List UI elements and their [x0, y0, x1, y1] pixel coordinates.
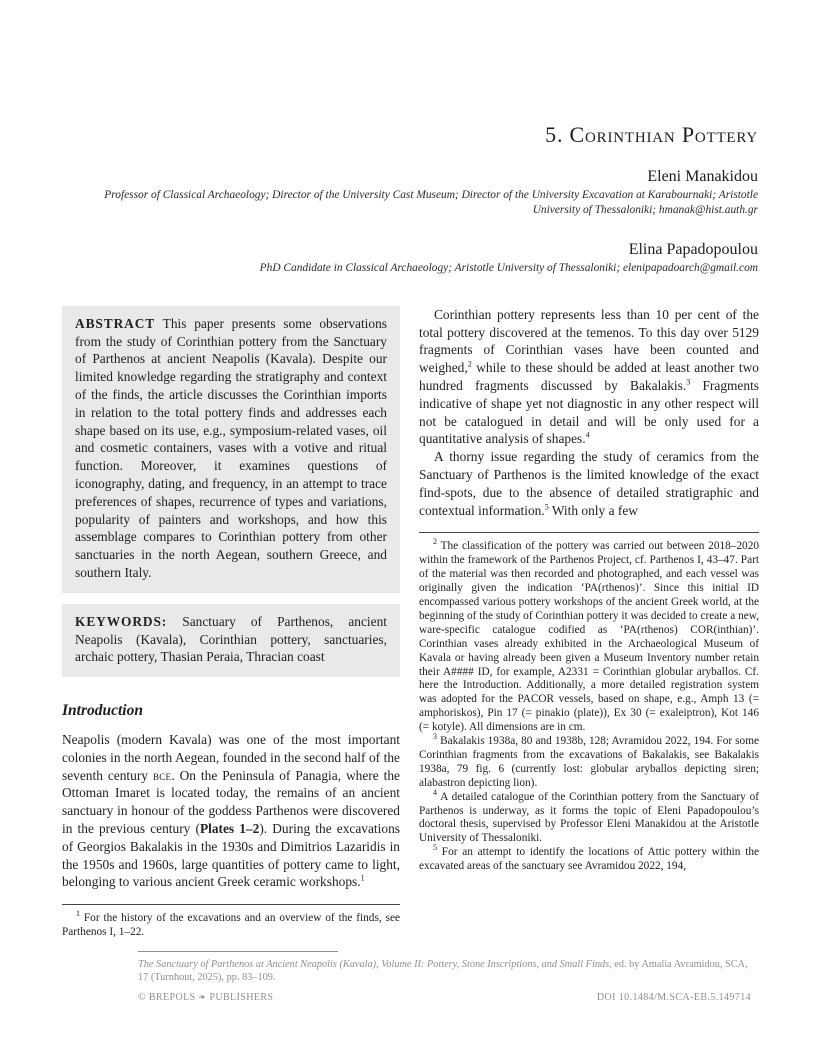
footnote-number: 1	[76, 909, 80, 919]
author-affiliation: PhD Candidate in Classical Archaeology; Aristotle University of Thessaloniki; elenipapadoarch@gmail.com	[259, 262, 758, 275]
footnote-3	[419, 732, 760, 791]
introduction-heading: Introduction	[62, 702, 143, 720]
footnote-text: The classification of the pottery was carried out between 2018–2020 within the framework of the Parthenos Project, cf. Parthenos I, 43–47. Part of the material was then recorded and photographed, and each vessel was originally given the indication ‘PA(rthenos)’. Since this initial ID encompassed various pottery workshops of the ancient Greek world, at the beginning of the study of Corinthian pottery it was decided to create a new, ware-specific catalogue codified as ‘PA(rthenos) COR(inthian)’. Corinthian vases already exhibited in the Archaeological Museum of Kavala or having already been given a Museum Inventory number retain their A#### ID, for example, A2331 = Corinthian globular aryballos. Cf. here the Introduction. Additionally, a more detailed registration system was adopted for the PACOR vessels, based on shape, e.g., Amph 13 (= amphoriskos), Pin 17 (= pinakio (plate)), Ex 30 (= exaleiptron), Kot 146 (= kotyle). All dimensions are in cm.	[419, 540, 760, 734]
two-column-body	[62, 306, 759, 940]
doi-text: DOI 10.1484/M.SCA-EB.5.149714	[596, 992, 751, 1004]
footer-bottom-row	[138, 991, 751, 1004]
keywords-label: KEYWORDS:	[75, 613, 168, 629]
footnote-4	[419, 787, 760, 847]
footnote-text: Bakalakis 1938a, 80 and 1938b, 128; Avramidou 2022, 194. For some Corinthian fragments from the excavations of Bakalakis, see Bakalakis 1938a, 79 fig. 6 (currently lost: globular aryballos depicting siren; alabastron depicting lion).	[419, 735, 760, 789]
footnote-separator	[419, 532, 759, 533]
footnote-5	[419, 843, 760, 874]
footnote-text: For the history of the excavations and an overview of the finds, see Parthenos I, 1–22.	[62, 912, 400, 938]
header	[62, 122, 758, 276]
main-paragraph: Corinthian pottery represents less than 10 per cent of the total pottery discovered at the temenos. To this day over 5129 fragments of Corinthian vases have been counted and weighed,$^2$ while to these should be added at least another two hundred fragments discussed by Bakalakis.$^3$ Fragments indicative of shape yet not diagnostic in any other respect will not be catalogued in detail and will be only used for a quantitative analysis of shapes.$^4$	[419, 306, 759, 447]
left-column	[62, 306, 400, 940]
footnote-number: 3	[433, 732, 437, 742]
right-column	[419, 306, 759, 940]
author-name: Elina Papadopoulou	[628, 241, 758, 259]
page-title: 5. Corinthian Pottery	[545, 122, 758, 147]
keywords-box	[62, 604, 400, 677]
copyright-line	[138, 991, 273, 1004]
abstract-paragraph	[75, 315, 387, 582]
footnote-number: 4	[433, 787, 437, 797]
brepols-mark-icon: ❧	[198, 992, 207, 1003]
introduction-paragraph: Neapolis (modern Kavala) was one of the most important colonies in the north Aegean, founded in the second half of the seventh century bce. On the Peninsula of Panagia, where the Ottoman Imaret is located today, the remains of an ancient sanctuary in honour of the goddess Parthenos were discovered in the previous century (Plates 1–2). During the excavations of Georgios Bakalakis in the 1930s and Dimitrios Lazaridis in the 1950s and 1960s, large quantities of pottery came to light, belonging to various ancient Greek ceramic workshops.$^1$	[62, 731, 400, 890]
keywords-text: Sanctuary of Parthenos, ancient Neapolis (Kavala), Corinthian pottery, sanctuaries, archaic pottery, Thasian Peraia, Thracian coast	[75, 613, 387, 665]
abstract-text: This paper presents some observations from the study of Corinthian pottery from the Sanctuary of Parthenos at ancient Neapolis (Kavala). Despite our limited knowledge regarding the stratigraphy and context of the finds, the article discusses the Corinthian imports in relation to the total pottery finds and addresses each shape based on its use, e.g., symposium-related vases, oil and cosmetic containers, vases with a votive and ritual function. Moreover, it examines questions of iconography, dating, and frequency, in an attempt to trace preferences of shapes, recurrence of types and variations, popularity of painters and workshops, and how this assemblage compares to Corinthian pottery from other sanctuaries in the north Aegean, southern Greece, and southern Italy.	[75, 315, 388, 580]
footnote-number: 2	[433, 537, 437, 547]
footnote-2	[419, 537, 760, 735]
page-footer	[138, 951, 751, 1005]
author-block	[62, 241, 758, 276]
footnote-text: For an attempt to identify the locations of Attic pottery within the excavated areas of the sanctuary see Avramidou 2022, 194,	[419, 846, 760, 873]
footnote-number: 5	[433, 843, 437, 853]
abstract-box	[62, 306, 400, 593]
footnote-separator	[62, 904, 400, 905]
abstract-label: ABSTRACT	[75, 315, 156, 331]
copyright-prefix: © BREPOLS	[138, 992, 196, 1004]
copyright-suffix: PUBLISHERS	[209, 992, 274, 1004]
footnote-text: A detailed catalogue of the Corinthian pottery from the Sanctuary of Parthenos is underway, as it forms the topic of Eleni Papadopoulou’s doctoral thesis, supervised by Professor Eleni Manakidou at the Aristotle University of Thessaloniki.	[419, 790, 760, 845]
main-paragraph: A thorny issue regarding the study of ceramics from the Sanctuary of Parthenos is the limited knowledge of the exact find-spots, due to the absence of detailed stratigraphic and contextual information.$^5$ With only a few	[419, 449, 759, 518]
author-affiliation: Professor of Classical Archaeology; Director of the University Cast Museum; Director of the University Excavation at Karabournaki; Aristotle University of Thessaloniki; hmanak@hist.auth.gr	[104, 189, 758, 216]
author-block	[62, 168, 758, 217]
author-name: Eleni Manakidou	[647, 168, 758, 185]
footnote-1	[62, 909, 400, 940]
footer-rule	[138, 951, 338, 952]
footer-citation: The Sanctuary of Parthenos at Ancient Neapolis (Kavala), Volume II: Pottery, Stone Inscriptions, and Small Finds, ed. by Amalia Avramidou, SCA, 17 (Turnhout, 2025), pp. 83–109.	[138, 959, 748, 984]
keywords-paragraph	[75, 613, 387, 666]
